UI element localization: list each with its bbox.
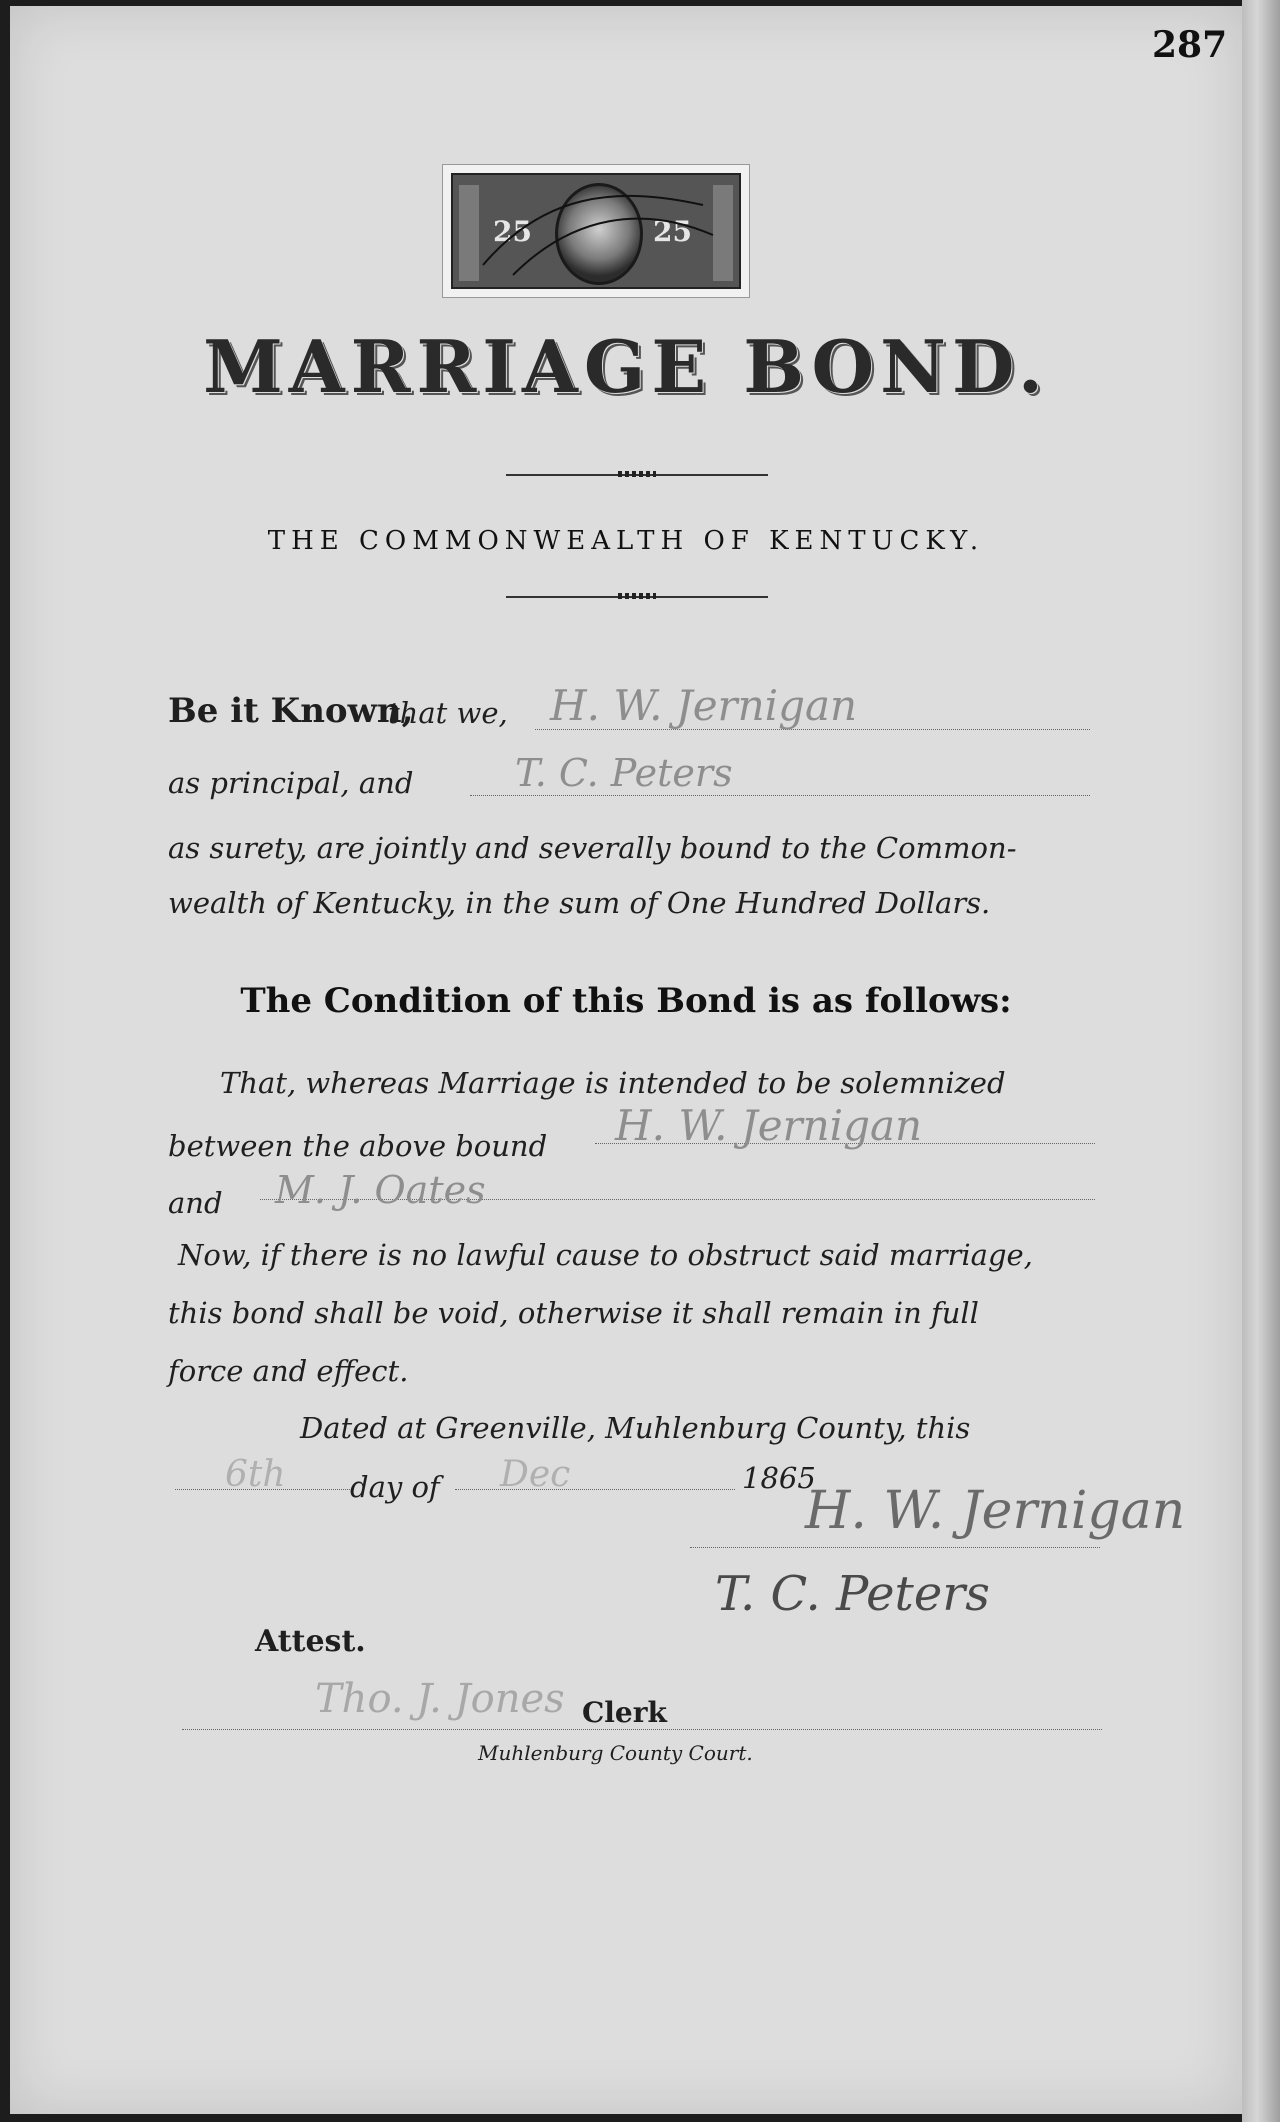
- clerk-label: Clerk: [582, 1696, 667, 1729]
- stamp-value-right: 25: [653, 215, 692, 248]
- condition-heading: The Condition of this Bond is as follows:: [240, 981, 1012, 1021]
- condition-line-5: this bond shall be void, otherwise it shall remain in full: [168, 1296, 979, 1330]
- dated-line: Dated at Greenville, Muhlenburg County, this: [300, 1411, 971, 1445]
- day-value: 6th: [225, 1454, 286, 1495]
- month-line: [455, 1488, 735, 1490]
- signature-1: H. W. Jernigan: [805, 1481, 1186, 1541]
- revenue-stamp: [442, 164, 750, 298]
- bride-name: M. J. Oates: [275, 1168, 486, 1212]
- stamp-image: [451, 173, 741, 289]
- stamp-value-left: 25: [493, 215, 532, 248]
- ornament-divider-top: [506, 474, 768, 476]
- page-number: 287: [1152, 24, 1228, 66]
- condition-line-6: force and effect.: [168, 1354, 409, 1388]
- principal-name: H. W. Jernigan: [550, 681, 858, 730]
- ornament-divider-bottom: [506, 596, 768, 598]
- condition-line-4: Now, if there is no lawful cause to obstruct said marriage,: [178, 1238, 1033, 1272]
- court-label: Muhlenburg County Court.: [478, 1741, 753, 1765]
- condition-line-2: between the above bound: [168, 1129, 548, 1163]
- commonwealth-heading: THE COMMONWEALTH OF KENTUCKY.: [267, 526, 985, 556]
- be-it-known: Be it Known,: [168, 691, 414, 731]
- that-we-text: that we,: [388, 696, 508, 730]
- document-title: MARRIAGE BOND.: [203, 324, 1049, 409]
- condition-line-1: That, whereas Marriage is intended to be solemnized: [220, 1066, 1006, 1100]
- condition-and: and: [168, 1186, 223, 1220]
- attest-label: Attest.: [255, 1624, 366, 1659]
- clerk-signature: Tho. J. Jones: [315, 1676, 565, 1722]
- year-value: 1865: [742, 1461, 816, 1495]
- book-binding-edge: [1242, 0, 1280, 2122]
- document-page: [10, 6, 1242, 2114]
- as-principal-text: as principal, and: [168, 766, 414, 800]
- surety-name: T. C. Peters: [515, 751, 733, 795]
- month-value: Dec: [500, 1454, 571, 1495]
- day-of-text: day of: [350, 1470, 440, 1504]
- intro-line-4: wealth of Kentucky, in the sum of One Hundred Dollars.: [168, 886, 991, 920]
- groom-name: H. W. Jernigan: [615, 1101, 923, 1150]
- signature-2: T. C. Peters: [715, 1566, 990, 1622]
- cancellation-mark: [453, 175, 739, 287]
- intro-line-3: as surety, are jointly and severally bound to the Common-: [168, 831, 1017, 865]
- signature-line: [690, 1546, 1100, 1548]
